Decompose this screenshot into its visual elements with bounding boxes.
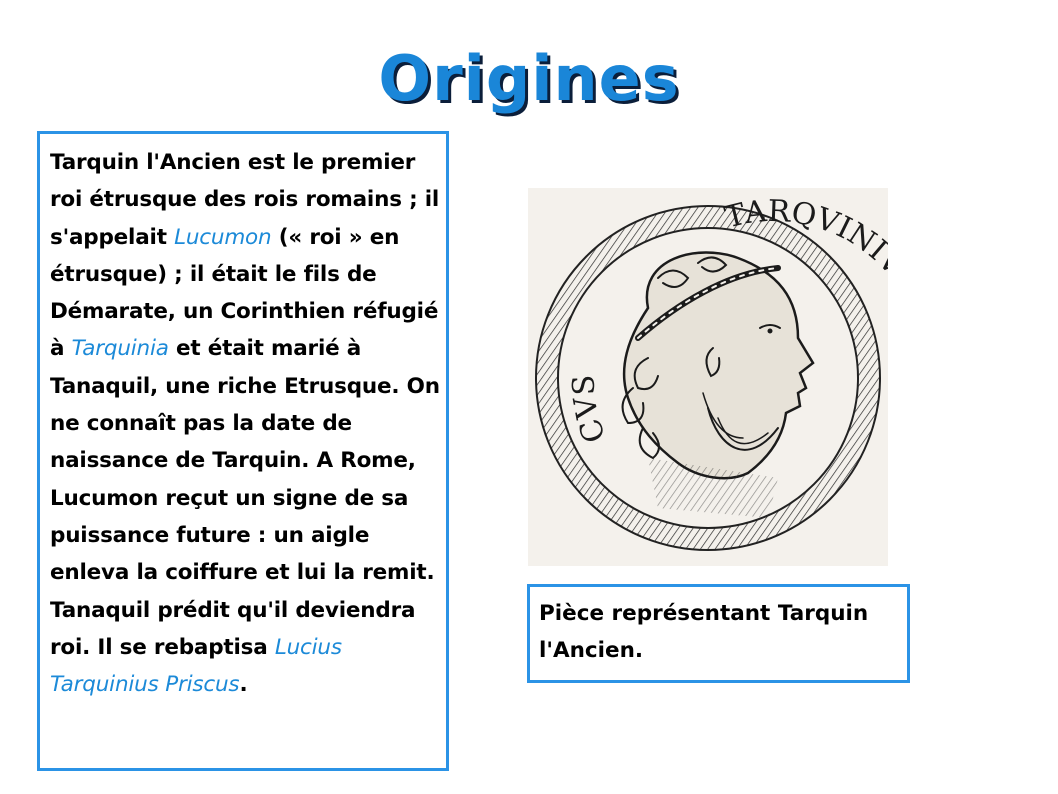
text-segment: et était marié à Tanaquil, une riche Etrusque. On ne connaît pas la date de naissance de Tarquin. A Rome, Lucumon reçut un signe de sa puissance future : un aigle enleva la coiffure et lui la remit. Tanaquil prédit qu'il deviendra roi. Il se rebaptisa [50, 336, 440, 660]
text-segment: Tarquin l'Ancien est le premier roi étrusque des rois romains ; il s'appelait [50, 150, 440, 250]
coin-image [528, 188, 888, 566]
link-lucius-tarquinius-priscus[interactable]: Lucius Tarquinius Priscus [50, 634, 342, 698]
coin-inscription-right: TARQVIN [721, 193, 883, 261]
coin-inscription-left: CVS [566, 374, 614, 448]
link-lucumon[interactable]: Lucumon [174, 224, 272, 250]
link-tarquinia[interactable]: Tarquinia [71, 336, 169, 362]
caption-box [527, 584, 910, 683]
description-text-box [37, 131, 449, 771]
coin-engraving [528, 188, 888, 566]
text-segment: (« roi » en étrusque) ; il était le fils de Démarate, un Corinthien réfugié à [50, 224, 439, 362]
page-title: Origines [378, 42, 680, 115]
caption-text: Pièce représentant Tarquin l'Ancien. [539, 601, 869, 663]
text-segment: . [239, 672, 248, 698]
description-paragraph [50, 144, 440, 703]
